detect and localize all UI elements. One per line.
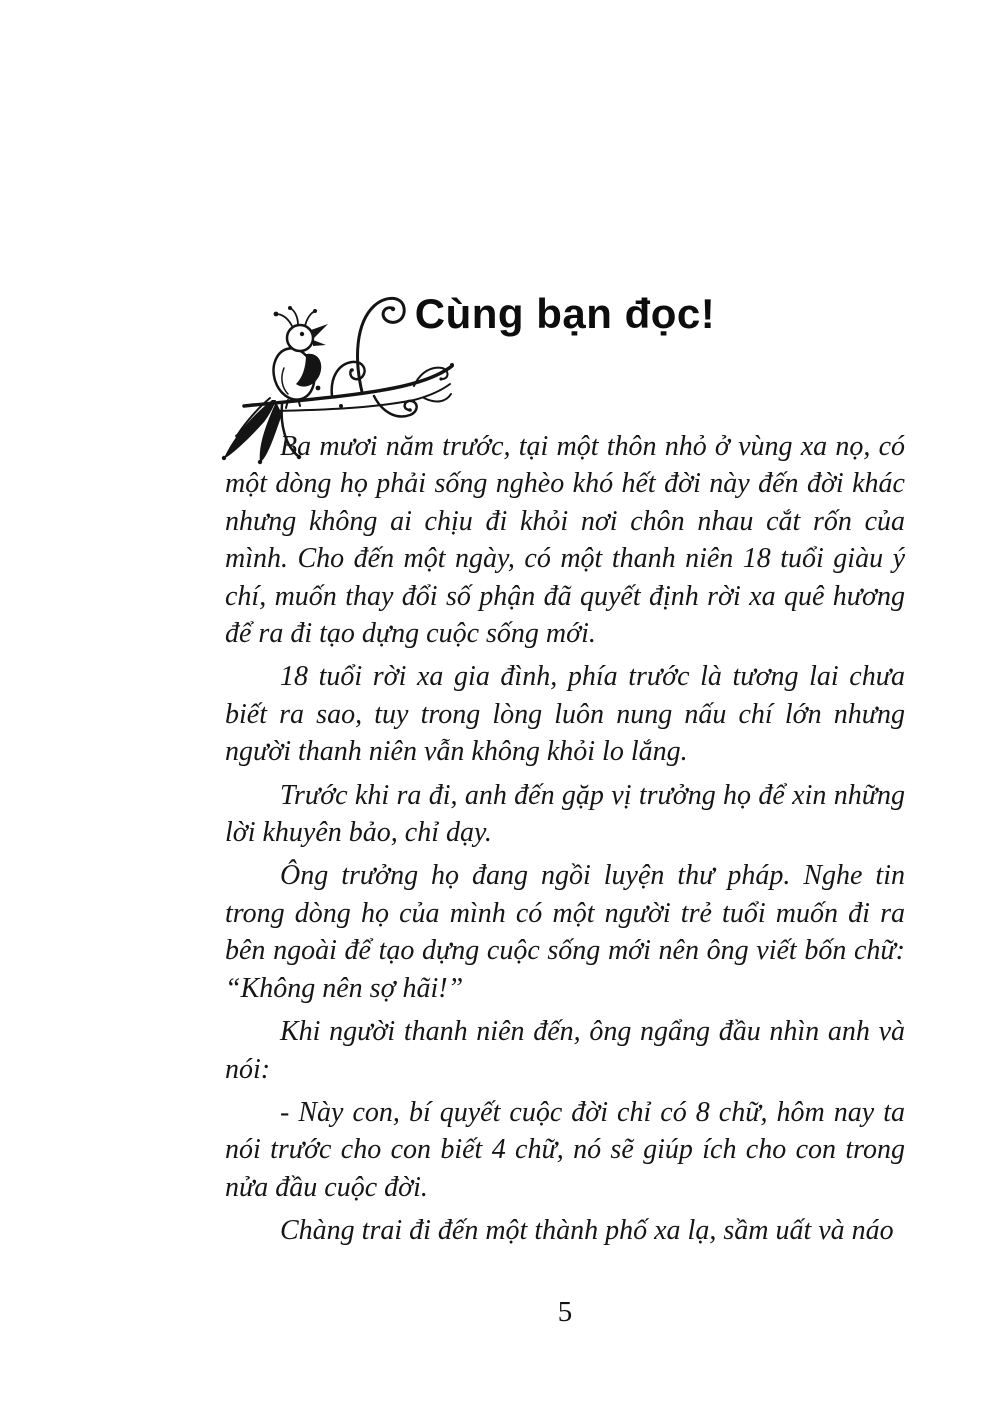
page-number: 5 xyxy=(557,1296,573,1328)
paragraph: - Này con, bí quyết cuộc đời chỉ có 8 chữ, hôm nay ta nói trước cho con biết 4 chữ, nó sẽ giúp ích cho con trong nửa đầu cuộc đời. xyxy=(225,1096,905,1203)
paragraph: Ông trưởng họ đang ngồi luyện thư pháp. Nghe tin trong dòng họ của mình có một người trẻ tuổi muốn đi ra bên ngoài để tạo dựng cuộc sống mới nên ông viết bốn chữ: “Không nên sợ hãi!” xyxy=(225,860,905,1004)
paragraph: Ba mươi năm trước, tại một thôn nhỏ ở vùng xa nọ, có một dòng họ phải sống nghèo khó hết đời này đến đời khác nhưng không ai chịu đi khỏi nơi chôn nhau cắt rốn của mình. Cho đến một ngày, có một thanh niên 18 tuổi giàu ý chí, muốn thay đổi số phận đã quyết định rời xa quê hương để ra đi tạo dựng cuộc sống mới. xyxy=(225,431,905,650)
paragraph: Khi người thanh niên đến, ông ngẩng đầu nhìn anh và nói: xyxy=(225,1016,905,1085)
paragraph: 18 tuổi rời xa gia đình, phía trước là tương lai chưa biết ra sao, tuy trong lòng luôn nung nấu chí lớn nhưng người thanh niên vẫn không khỏi lo lắng. xyxy=(225,661,905,768)
body-text xyxy=(225,428,905,1256)
chapter-title: Cùng bạn đọc! xyxy=(414,290,716,337)
paragraph: Trước khi ra đi, anh đến gặp vị trưởng họ để xin những lời khuyên bảo, chỉ dạy. xyxy=(225,779,905,849)
paragraph: Chàng trai đi đến một thành phố xa lạ, sầm uất và náo xyxy=(280,1215,894,1247)
